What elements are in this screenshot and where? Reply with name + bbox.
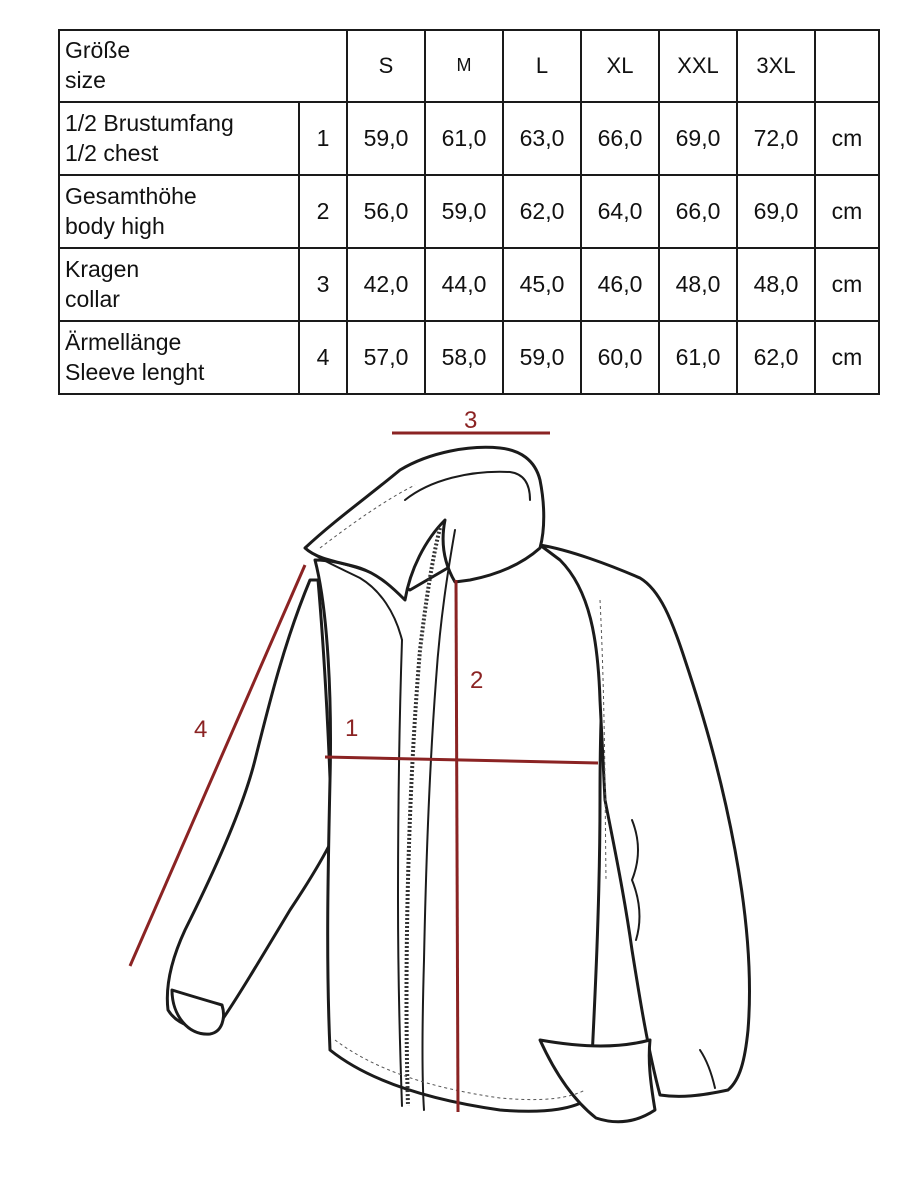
value-l: 62,0 (503, 175, 581, 248)
table-row-body-height (59, 175, 879, 248)
unit-cell: cm (815, 102, 879, 175)
value-l: 59,0 (503, 321, 581, 394)
value-3xl: 69,0 (737, 175, 815, 248)
unit-header-empty (815, 30, 879, 102)
value-s: 42,0 (347, 248, 425, 321)
value-3xl: 72,0 (737, 102, 815, 175)
value-xl: 46,0 (581, 248, 659, 321)
value-xl: 66,0 (581, 102, 659, 175)
value-s: 59,0 (347, 102, 425, 175)
size-xl: XL (581, 30, 659, 102)
jacket-body (315, 545, 615, 1111)
table-row-sleeve (59, 321, 879, 394)
value-m: 61,0 (425, 102, 503, 175)
row-label-de: Gesamthöhe (65, 182, 197, 209)
table-row-collar (59, 248, 879, 321)
row-number: 4 (299, 321, 347, 394)
value-m: 58,0 (425, 321, 503, 394)
unit-cell: cm (815, 321, 879, 394)
value-3xl: 48,0 (737, 248, 815, 321)
value-m: 59,0 (425, 175, 503, 248)
size-chart-table (58, 29, 880, 395)
collar-measure-label: 3 (464, 407, 478, 434)
header-row (59, 30, 879, 102)
value-s: 57,0 (347, 321, 425, 394)
value-xxl: 66,0 (659, 175, 737, 248)
row-label-chest (59, 102, 299, 175)
value-l: 45,0 (503, 248, 581, 321)
chest-measure-label: 1 (345, 715, 359, 742)
row-label-en: body high (65, 212, 165, 239)
row-label-de: 1/2 Brustumfang (65, 109, 234, 136)
body-height-measure-line (456, 580, 458, 1112)
jacket-illustration (0, 400, 900, 1200)
row-number: 3 (299, 248, 347, 321)
row-label-body-height (59, 175, 299, 248)
body-height-measure-label: 2 (470, 667, 484, 694)
sleeve-measure-label: 4 (194, 716, 208, 743)
value-l: 63,0 (503, 102, 581, 175)
unit-cell: cm (815, 175, 879, 248)
value-m: 44,0 (425, 248, 503, 321)
value-xxl: 69,0 (659, 102, 737, 175)
row-label-en: collar (65, 285, 120, 312)
value-xxl: 61,0 (659, 321, 737, 394)
row-label-de: Ärmellänge (65, 328, 182, 355)
row-label-en: Sleeve lenght (65, 358, 205, 385)
value-xl: 60,0 (581, 321, 659, 394)
unit-cell: cm (815, 248, 879, 321)
value-xl: 64,0 (581, 175, 659, 248)
size-3xl: 3XL (737, 30, 815, 102)
size-m: M (425, 30, 503, 102)
left-sleeve (167, 580, 332, 1027)
size-label-de: Größe (65, 37, 131, 64)
row-label-collar (59, 248, 299, 321)
size-label-en: size (65, 67, 106, 93)
size-label-cell (59, 30, 347, 102)
size-xxl: XXL (659, 30, 737, 102)
value-s: 56,0 (347, 175, 425, 248)
row-label-de: Kragen (65, 255, 140, 282)
table-row-chest (59, 102, 879, 175)
size-l: L (503, 30, 581, 102)
row-number: 1 (299, 102, 347, 175)
row-label-en: 1/2 chest (65, 139, 159, 166)
size-s: S (347, 30, 425, 102)
row-label-sleeve (59, 321, 299, 394)
row-number: 2 (299, 175, 347, 248)
value-xxl: 48,0 (659, 248, 737, 321)
value-3xl: 62,0 (737, 321, 815, 394)
